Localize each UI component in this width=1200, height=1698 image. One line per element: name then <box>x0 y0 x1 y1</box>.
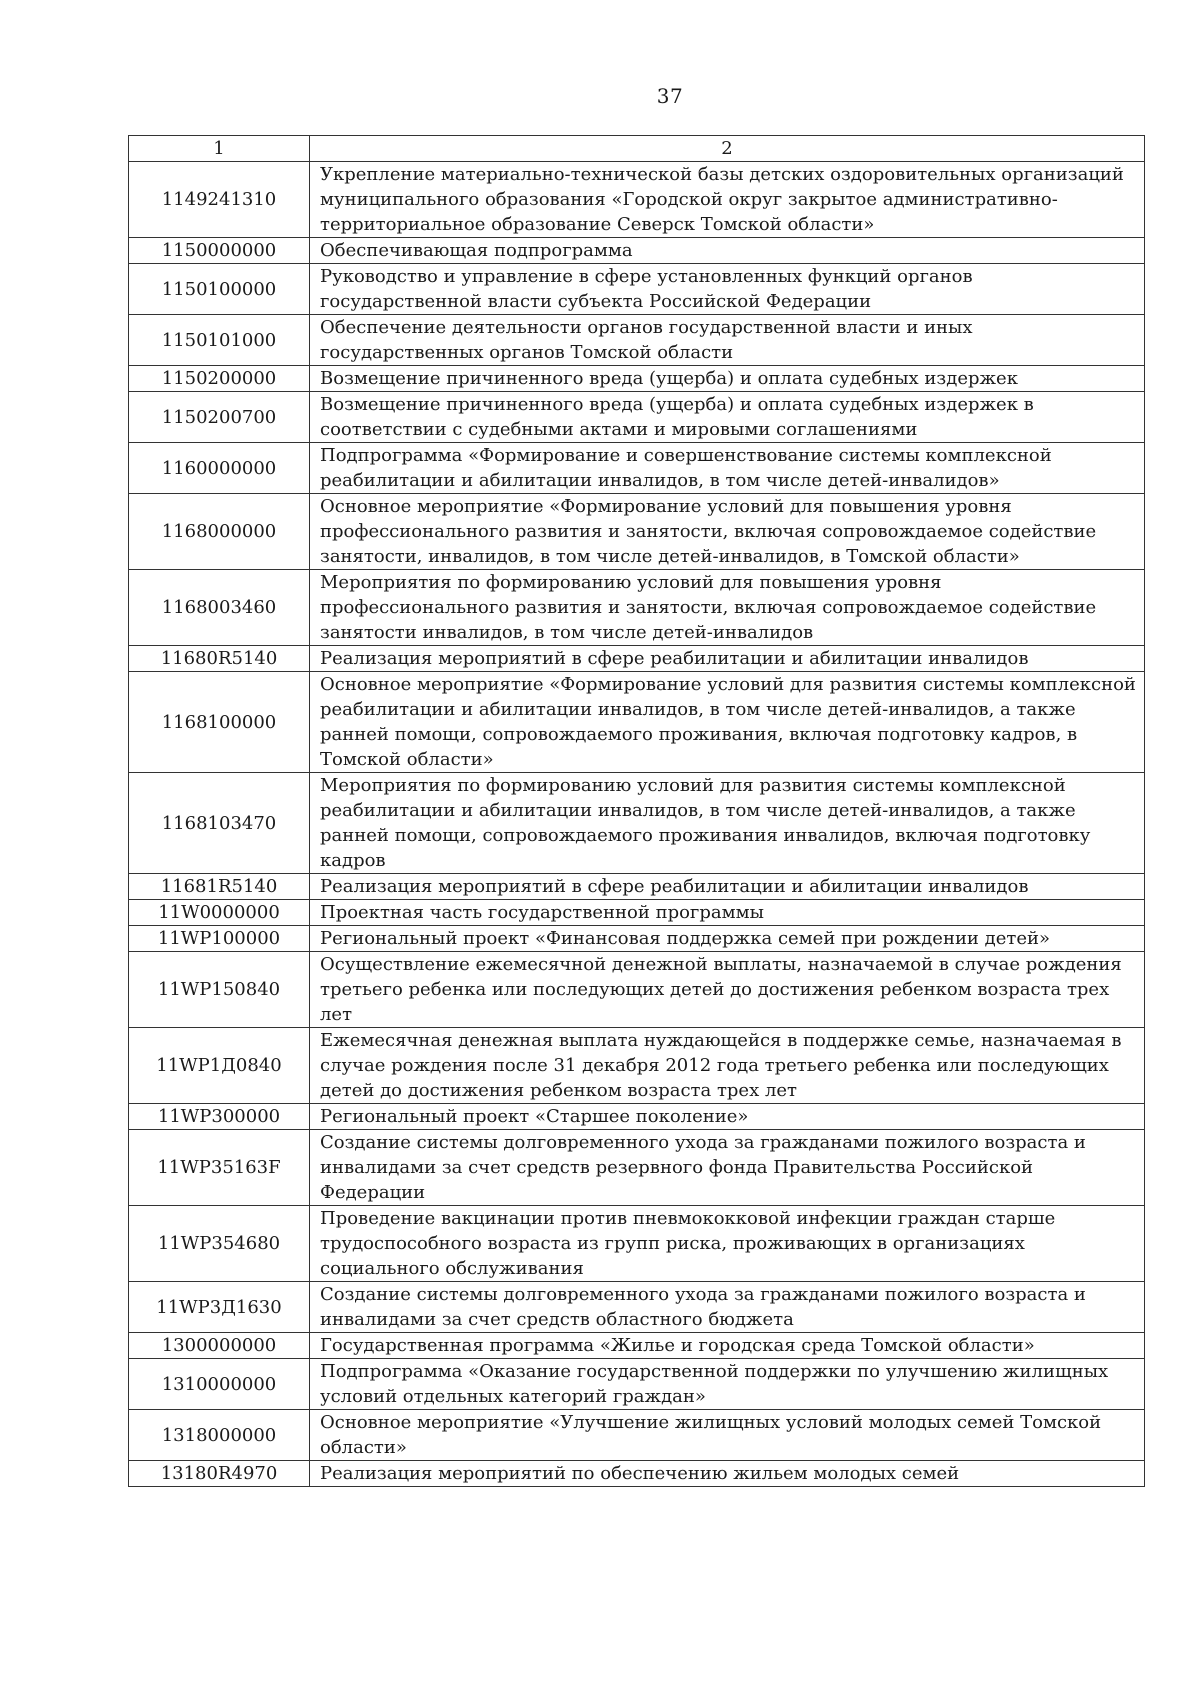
row-code: 11WP150840 <box>129 952 310 1028</box>
row-code: 1168103470 <box>129 773 310 874</box>
row-name: Основное мероприятие «Формирование условий для повышения уровня профессионального развития и занятости, включая сопровождаемое содействие занятости, инвалидов, в том числе детей-инвалидов, в Томской области» <box>310 494 1145 570</box>
table-row <box>129 1333 1145 1359</box>
row-name: Возмещение причиненного вреда (ущерба) и оплата судебных издержек <box>310 366 1145 392</box>
row-name: Реализация мероприятий в сфере реабилитации и абилитации инвалидов <box>310 874 1145 900</box>
row-code: 1318000000 <box>129 1410 310 1461</box>
table-row <box>129 1104 1145 1130</box>
table-row <box>129 952 1145 1028</box>
table-row <box>129 162 1145 238</box>
row-code: 1150101000 <box>129 315 310 366</box>
column-header-code: 1 <box>129 136 310 162</box>
column-header-name: 2 <box>310 136 1145 162</box>
row-name: Возмещение причиненного вреда (ущерба) и оплата судебных издержек в соответствии с судебными актами и мировыми соглашениями <box>310 392 1145 443</box>
row-code: 11WP1Д0840 <box>129 1028 310 1104</box>
table-header-row <box>129 136 1145 162</box>
row-name: Осуществление ежемесячной денежной выплаты, назначаемой в случае рождения третьего ребенка или последующих детей до достижения ребенком возраста трех лет <box>310 952 1145 1028</box>
table-row <box>129 900 1145 926</box>
row-name: Основное мероприятие «Формирование условий для развития системы комплексной реабилитации и абилитации инвалидов, в том числе детей-инвалидов, а также ранней помощи, сопровождаемого проживания, включая подготовку кадров, в Томской области» <box>310 672 1145 773</box>
table-row <box>129 1206 1145 1282</box>
row-name: Региональный проект «Старшее поколение» <box>310 1104 1145 1130</box>
row-name: Мероприятия по формированию условий для повышения уровня профессионального развития и занятости, включая сопровождаемое содействие занятости инвалидов, в том числе детей-инвалидов <box>310 570 1145 646</box>
row-code: 1149241310 <box>129 162 310 238</box>
row-name: Обеспечивающая подпрограмма <box>310 238 1145 264</box>
table-row <box>129 366 1145 392</box>
table-row <box>129 672 1145 773</box>
row-code: 1160000000 <box>129 443 310 494</box>
row-name: Реализация мероприятий по обеспечению жильем молодых семей <box>310 1461 1145 1487</box>
row-code: 1150000000 <box>129 238 310 264</box>
row-code: 11W0000000 <box>129 900 310 926</box>
budget-code-table <box>128 135 1145 1487</box>
row-name: Создание системы долговременного ухода за гражданами пожилого возраста и инвалидами за счет средств резервного фонда Правительства Российской Федерации <box>310 1130 1145 1206</box>
row-code: 1150200700 <box>129 392 310 443</box>
row-code: 11WP3Д1630 <box>129 1282 310 1333</box>
row-code: 1150100000 <box>129 264 310 315</box>
table-row <box>129 570 1145 646</box>
row-code: 1168003460 <box>129 570 310 646</box>
row-code: 1310000000 <box>129 1359 310 1410</box>
row-name: Подпрограмма «Оказание государственной поддержки по улучшению жилищных условий отдельных категорий граждан» <box>310 1359 1145 1410</box>
table-row <box>129 443 1145 494</box>
table-body <box>129 136 1145 1487</box>
table-row <box>129 874 1145 900</box>
row-code: 11680R5140 <box>129 646 310 672</box>
row-name: Подпрограмма «Формирование и совершенствование системы комплексной реабилитации и абилитации инвалидов, в том числе детей-инвалидов» <box>310 443 1145 494</box>
row-name: Ежемесячная денежная выплата нуждающейся в поддержке семье, назначаемая в случае рождения после 31 декабря 2012 года третьего ребенка или последующих детей до достижения ребенком возраста трех лет <box>310 1028 1145 1104</box>
row-name: Основное мероприятие «Улучшение жилищных условий молодых семей Томской области» <box>310 1410 1145 1461</box>
table-row <box>129 773 1145 874</box>
row-name: Государственная программа «Жилье и городская среда Томской области» <box>310 1333 1145 1359</box>
row-name: Реализация мероприятий в сфере реабилитации и абилитации инвалидов <box>310 646 1145 672</box>
row-code: 11WP35163F <box>129 1130 310 1206</box>
row-code: 1300000000 <box>129 1333 310 1359</box>
row-code: 1168100000 <box>129 672 310 773</box>
table-row <box>129 646 1145 672</box>
table-row <box>129 1410 1145 1461</box>
row-name: Региональный проект «Финансовая поддержка семей при рождении детей» <box>310 926 1145 952</box>
table-row <box>129 1282 1145 1333</box>
table-row <box>129 1028 1145 1104</box>
row-name: Руководство и управление в сфере установленных функций органов государственной власти субъекта Российской Федерации <box>310 264 1145 315</box>
table-row <box>129 264 1145 315</box>
row-code: 1168000000 <box>129 494 310 570</box>
row-code: 13180R4970 <box>129 1461 310 1487</box>
table-row <box>129 494 1145 570</box>
row-code: 11WP300000 <box>129 1104 310 1130</box>
row-code: 11WP354680 <box>129 1206 310 1282</box>
table-row <box>129 315 1145 366</box>
row-name: Обеспечение деятельности органов государственной власти и иных государственных органов Томской области <box>310 315 1145 366</box>
row-name: Проведение вакцинации против пневмококковой инфекции граждан старше трудоспособного возраста из групп риска, проживающих в организациях социального обслуживания <box>310 1206 1145 1282</box>
table-row <box>129 1130 1145 1206</box>
table-row <box>129 1461 1145 1487</box>
table-row <box>129 1359 1145 1410</box>
row-name: Создание системы долговременного ухода за гражданами пожилого возраста и инвалидами за счет средств областного бюджета <box>310 1282 1145 1333</box>
row-name: Проектная часть государственной программы <box>310 900 1145 926</box>
row-code: 1150200000 <box>129 366 310 392</box>
table-row <box>129 238 1145 264</box>
row-code: 11WP100000 <box>129 926 310 952</box>
row-name: Мероприятия по формированию условий для развития системы комплексной реабилитации и абилитации инвалидов, в том числе детей-инвалидов, а также ранней помощи, сопровождаемого проживания инвалидов, включая подготовку кадров <box>310 773 1145 874</box>
row-name: Укрепление материально-технической базы детских оздоровительных организаций муниципального образования «Городской округ закрытое административно-территориальное образование Северск Томской области» <box>310 162 1145 238</box>
table-row <box>129 392 1145 443</box>
row-code: 11681R5140 <box>129 874 310 900</box>
table-row <box>129 926 1145 952</box>
page-number: 37 <box>656 84 684 108</box>
